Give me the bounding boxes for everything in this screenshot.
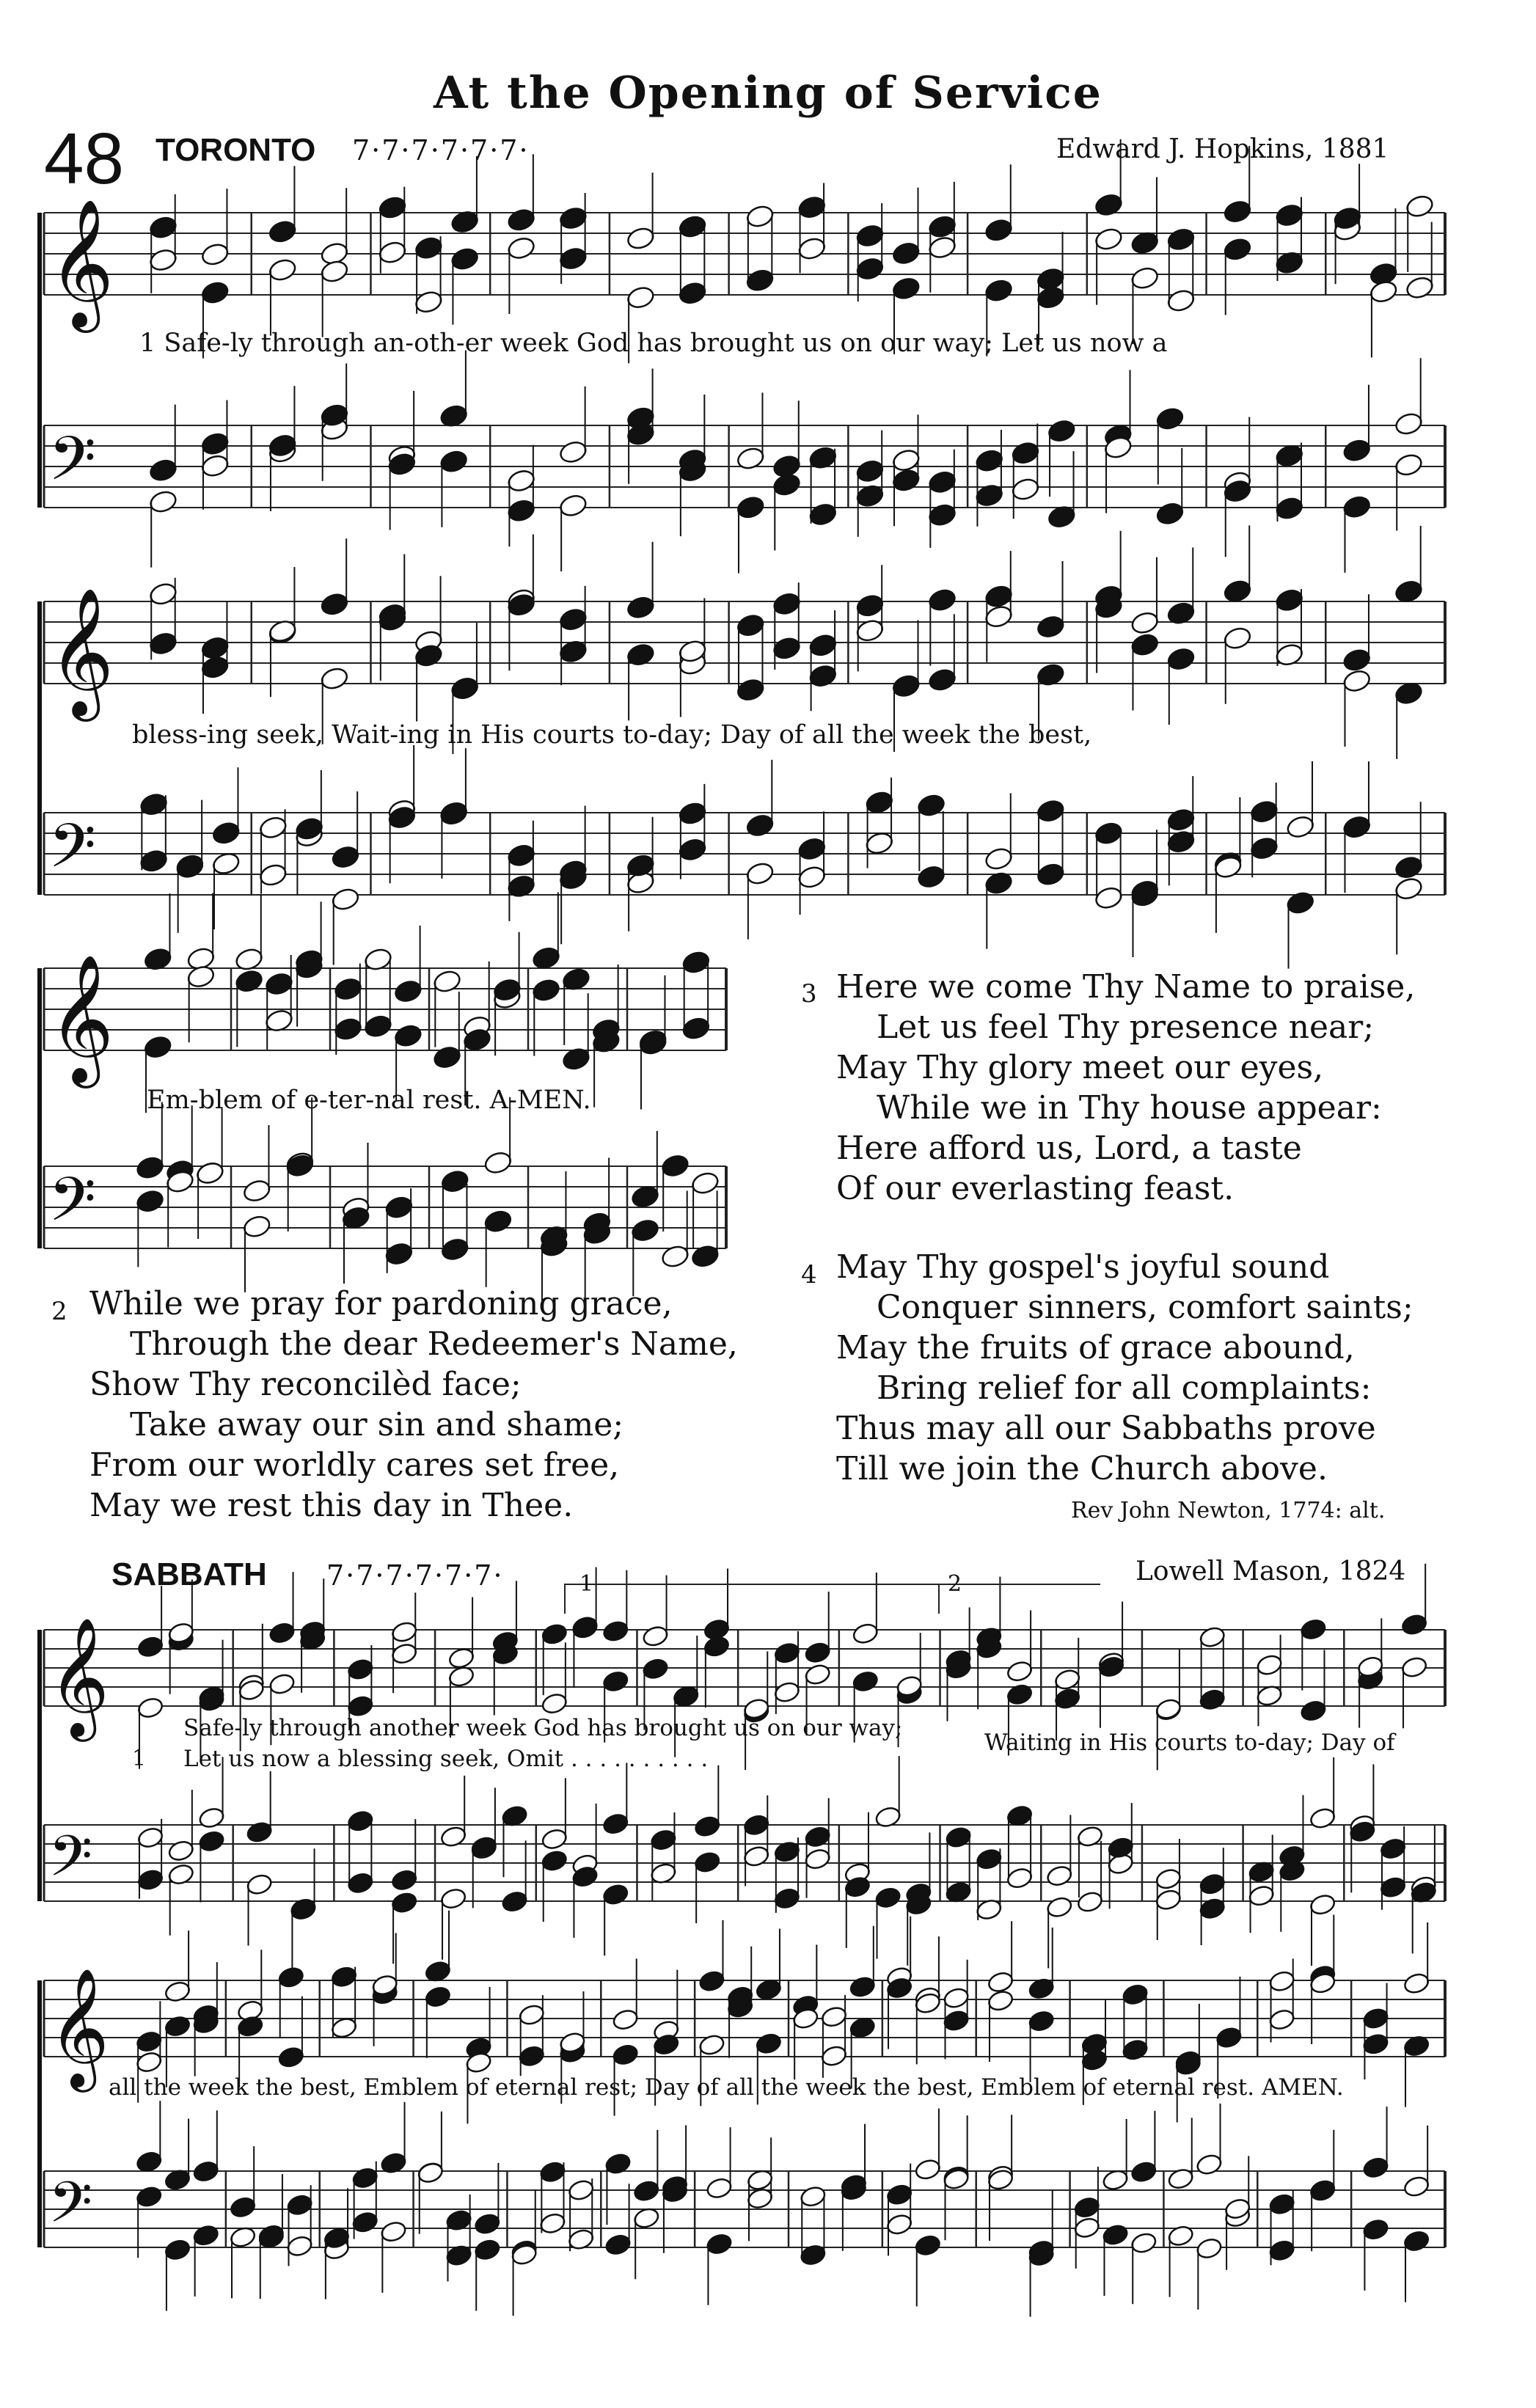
verse-4-line: Bring relief for all complaints: — [877, 1369, 1372, 1407]
sabbath-lyric-line-1c: Waiting in His courts to-day; Day of — [984, 1730, 1395, 1756]
svg-text:𝄞: 𝄞 — [48, 198, 114, 327]
sabbath-lyric-line-2: all the week the best, Emblem of eternal rest; Day of all the week the best, Emblem of eternal rest. AMEN. — [109, 2074, 1344, 2101]
hymn-author: Rev John Newton, 1774: alt. — [1071, 1498, 1386, 1523]
verse-2 — [89, 1284, 738, 1526]
first-ending-mark: 1 — [579, 1571, 594, 1597]
svg-text:𝄢: 𝄢 — [48, 422, 96, 509]
verse-2-line: Take away our sin and shame; — [130, 1406, 624, 1443]
verse-3-line: Of our everlasting feast. — [836, 1170, 1235, 1207]
sabbath-verse-number: 1 — [132, 1746, 147, 1771]
sabbath-lyric-line-1b: Let us now a blessing seek, Omit . . . . . . . . . . — [183, 1746, 709, 1772]
verse-3-line: May Thy glory meet our eyes, — [836, 1049, 1324, 1086]
sabbath-lyric-line-1a: Safe-ly through another week God has brought us on our way; — [183, 1715, 903, 1741]
verse-3-line: Here we come Thy Name to praise, — [836, 968, 1416, 1006]
hymn-heading: At the Opening of Service — [434, 67, 1102, 119]
verse-3-line: Here afford us, Lord, a taste — [836, 1130, 1302, 1167]
svg-text:𝄢: 𝄢 — [48, 1823, 93, 1903]
composer-sabbath: Lowell Mason, 1824 — [1135, 1556, 1406, 1587]
verse-3 — [836, 967, 1415, 1209]
toronto-lyric-line-1: 1 Safe-ly through an-oth-er week God has brought us on our way; Let us now a — [139, 329, 1168, 358]
verse-3-line: Let us feel Thy presence near; — [877, 1009, 1375, 1046]
svg-text:𝄢: 𝄢 — [48, 1163, 96, 1250]
verse-4-number: 4 — [801, 1260, 817, 1289]
meter-sabbath: 7·7·7·7·7·7· — [326, 1559, 504, 1592]
verse-2-line: May we rest this day in Thee. — [89, 1487, 574, 1524]
composer-toronto: Edward J. Hopkins, 1881 — [1056, 134, 1389, 164]
verse-2-line: Through the dear Redeemer's Name, — [130, 1325, 738, 1363]
verse-3-number: 3 — [801, 979, 817, 1009]
verse-2-line: Show Thy reconcilèd face; — [89, 1366, 522, 1403]
svg-text:𝄞: 𝄞 — [48, 587, 114, 716]
verse-3-line: While we in Thy house appear: — [877, 1089, 1382, 1127]
verse-4 — [836, 1247, 1414, 1489]
verse-2-number: 2 — [51, 1297, 67, 1326]
toronto-lyric-line-3: Em-blem of e-ter-nal rest. A-MEN. — [147, 1086, 591, 1115]
tune-name-toronto: TORONTO — [156, 132, 316, 168]
svg-text:𝄞: 𝄞 — [48, 954, 114, 1083]
svg-text:𝄢: 𝄢 — [48, 810, 96, 896]
verse-2-line: From our worldly cares set free, — [89, 1446, 620, 1484]
verse-2-line: While we pray for pardoning grace, — [89, 1285, 673, 1322]
verse-4-line: May Thy gospel's joyful sound — [836, 1248, 1330, 1286]
svg-text:𝄞: 𝄞 — [48, 1968, 109, 2087]
verse-4-line: Till we join the Church above. — [836, 1450, 1328, 1487]
hymn-number: 48 — [44, 118, 125, 199]
meter-toronto: 7·7·7·7·7·7· — [352, 134, 530, 166]
toronto-lyric-line-2: bless-ing seek, Wait-ing in His courts to-day; Day of all the week the best, — [132, 720, 1092, 750]
verse-4-line: Conquer sinners, comfort saints; — [877, 1289, 1414, 1326]
svg-text:𝄞: 𝄞 — [48, 1617, 109, 1737]
verse-4-line: May the fruits of grace abound, — [836, 1329, 1355, 1366]
verse-4-line: Thus may all our Sabbaths prove — [836, 1410, 1376, 1447]
svg-text:𝄢: 𝄢 — [48, 2170, 93, 2250]
second-ending-mark: 2 — [948, 1571, 962, 1597]
tune-name-sabbath: SABBATH — [111, 1556, 267, 1592]
